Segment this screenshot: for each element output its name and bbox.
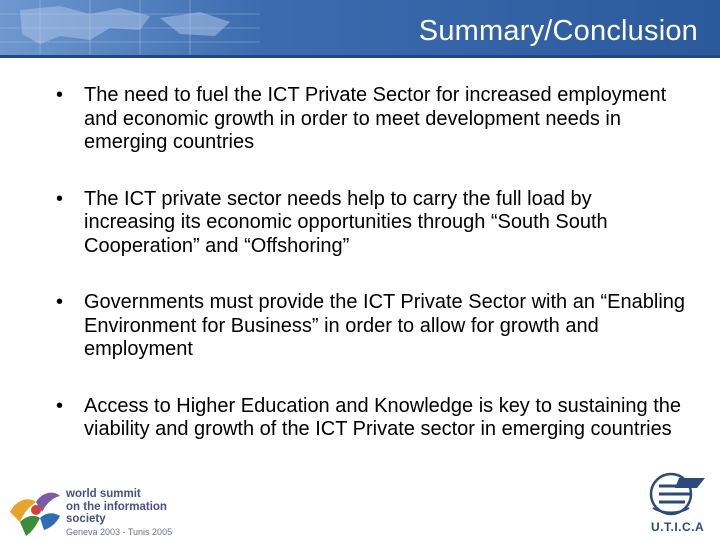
bullet-item (56, 291, 686, 362)
bullet-item (56, 188, 686, 259)
wsis-logo-block (6, 478, 206, 540)
bullet-list (56, 84, 686, 475)
bullet-marker: • (56, 187, 64, 210)
bullet-marker: • (56, 84, 64, 106)
utica-emblem-icon (645, 468, 709, 520)
wsis-wordmark (66, 488, 206, 538)
bullet-item (56, 84, 686, 155)
bullet-text: Governments must provide the ICT Private Sector with an “Enabling Environment for Business” in order to allow for growth and employment (84, 291, 686, 360)
utica-logo-block (645, 468, 715, 536)
bullet-marker: • (56, 291, 64, 313)
bullet-marker: • (56, 394, 64, 417)
slide-title: Summary/Conclusion (418, 15, 698, 47)
header-banner (0, 0, 720, 58)
wsis-line-3: Geneva 2003 - Tunis 2005 (66, 526, 173, 537)
bullet-text: The need to fuel the ICT Private Sector for increased employment and economic growth in order to meet development needs in emerging countries (84, 84, 667, 153)
bullet-text: The ICT private sector needs help to carry the full load by increasing its economic opportunities through “South South Cooperation” and “Offshoring” (84, 187, 608, 257)
wsis-line-2: on the information society (66, 500, 167, 525)
wsis-line-1: world summit (66, 488, 141, 500)
wsis-logo-icon (6, 482, 64, 538)
utica-label: U.T.I.C.A (651, 520, 705, 534)
bullet-item (56, 395, 686, 442)
bullet-text: Access to Higher Education and Knowledge is key to sustaining the viability and growth of the ICT Private sector in emerging countries (84, 394, 682, 440)
